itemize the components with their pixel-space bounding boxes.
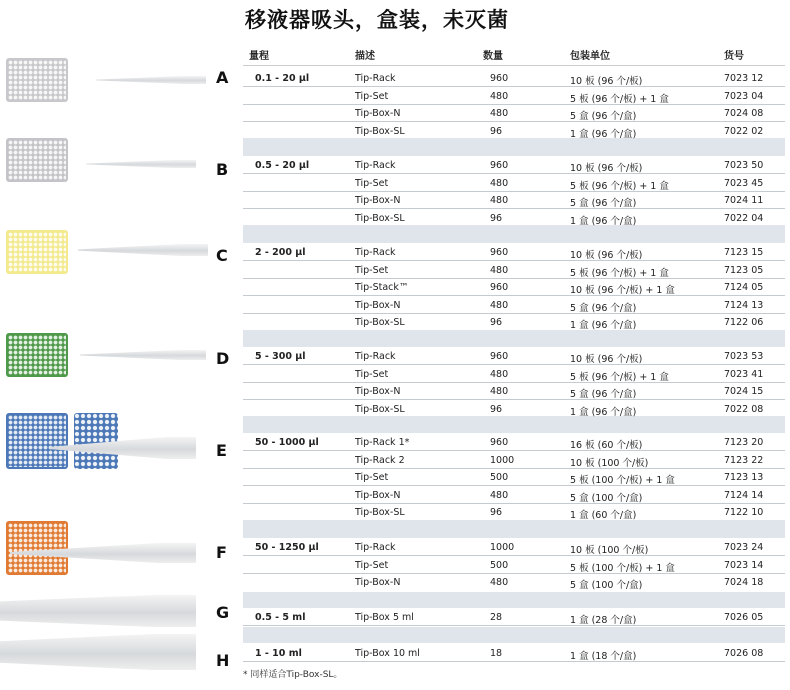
quantity-cell: 960 [490, 351, 509, 362]
table-header [243, 44, 785, 66]
table-row [243, 88, 785, 105]
pack-unit-cell: 5 板 (96 个/板) + 1 盒 [570, 93, 669, 105]
description-cell: Tip-Stack™ [355, 282, 409, 293]
description-cell: Tip-Set [355, 90, 389, 102]
description-cell: Tip-Box-N [355, 577, 401, 588]
tip-rack-a [6, 58, 68, 102]
quantity-cell: 96 [490, 125, 503, 137]
description-cell: Tip-Box-N [355, 108, 401, 119]
footnote: * 同样适合Tip-Box-SL。 [243, 670, 343, 680]
pipette-tip-d [80, 350, 206, 360]
description-cell: Tip-Set [355, 559, 389, 571]
table-row [243, 157, 785, 174]
catalog-number-cell: 7022 08 [724, 403, 764, 415]
tip-rack-e [6, 413, 68, 469]
table-row [243, 262, 785, 279]
quantity-cell: 480 [490, 90, 509, 102]
range-cell: 2 - 200 µl [255, 247, 306, 258]
table-row [243, 105, 785, 122]
pack-unit-cell: 5 盒 (96 个/盒) [570, 389, 637, 400]
pipette-tip-e [50, 437, 196, 459]
range-cell: 50 - 1250 µl [255, 542, 319, 553]
pack-unit-cell: 5 板 (96 个/板) + 1 盒 [570, 371, 669, 383]
quantity-cell: 500 [490, 559, 509, 571]
pack-unit-cell: 10 板 (96 个/板) [570, 354, 643, 365]
group-separator [243, 416, 785, 433]
description-cell: Tip-Rack [355, 160, 396, 171]
tip-rack-f [6, 521, 68, 575]
description-cell: Tip-Box-SL [355, 125, 405, 137]
range-cell: 1 - 10 ml [255, 648, 302, 659]
quantity-cell: 480 [490, 177, 509, 189]
catalog-number-cell: 7022 02 [724, 125, 764, 137]
pack-unit-cell: 1 盒 (96 个/盒) [570, 406, 637, 418]
catalog-number-cell: 7124 14 [724, 489, 764, 501]
pipette-tip-g [0, 595, 196, 627]
quantity-cell: 960 [490, 73, 509, 84]
catalog-number-cell: 7122 06 [724, 317, 764, 328]
description-cell: Tip-Box-SL [355, 212, 405, 224]
pack-unit-cell: 10 板 (100 个/板) [570, 545, 649, 556]
quantity-cell: 960 [490, 160, 509, 171]
description-cell: Tip-Rack 2 [355, 454, 405, 466]
pack-unit-cell: 1 盒 (28 个/盒) [570, 615, 637, 626]
catalog-number-cell: 7022 04 [724, 212, 764, 224]
description-cell: Tip-Box-SL [355, 403, 405, 415]
pack-unit-cell: 1 盒 (96 个/盒) [570, 128, 637, 140]
catalog-number-cell: 7024 18 [724, 577, 764, 588]
table-row [243, 244, 785, 261]
quantity-cell: 480 [490, 386, 509, 397]
description-cell: Tip-Box 10 ml [355, 648, 420, 659]
quantity-cell: 480 [490, 195, 509, 206]
description-cell: Tip-Box 5 ml [355, 612, 414, 623]
table-row [243, 297, 785, 314]
tip-rack-e-second [74, 413, 118, 469]
product-letter-e: E [216, 441, 227, 460]
range-cell: 0.5 - 20 µl [255, 160, 310, 171]
pack-unit-cell: 5 板 (96 个/板) + 1 盒 [570, 180, 669, 192]
table-row [243, 383, 785, 400]
description-cell: Tip-Rack 1* [355, 437, 410, 448]
quantity-cell: 28 [490, 612, 503, 623]
description-cell: Tip-Set [355, 472, 389, 483]
range-cell: 0.1 - 20 µl [255, 73, 310, 84]
description-cell: Tip-Set [355, 368, 389, 380]
quantity-cell: 480 [490, 299, 509, 311]
pack-unit-cell: 1 盒 (18 个/盒) [570, 651, 637, 662]
pack-unit-cell: 10 板 (96 个/板) [570, 163, 643, 174]
pipette-tip-b [86, 160, 196, 168]
quantity-cell: 1000 [490, 454, 515, 466]
table-row [243, 609, 785, 626]
description-cell: Tip-Set [355, 264, 389, 276]
catalog-number-cell: 7026 08 [724, 648, 764, 659]
header-range: 量程 [249, 51, 269, 62]
pack-unit-cell: 1 盒 (96 个/盒) [570, 320, 637, 331]
pack-unit-cell: 5 板 (100 个/板) + 1 盒 [570, 562, 675, 574]
description-cell: Tip-Box-N [355, 386, 401, 397]
pipette-tip-h [0, 634, 196, 670]
pack-unit-cell: 5 板 (100 个/板) + 1 盒 [570, 475, 675, 486]
quantity-cell: 96 [490, 507, 503, 518]
quantity-cell: 18 [490, 648, 503, 659]
pack-unit-cell: 1 盒 (60 个/盒) [570, 510, 637, 521]
quantity-cell: 96 [490, 317, 503, 328]
range-cell: 0.5 - 5 ml [255, 612, 306, 623]
table-row [243, 434, 785, 451]
table-row [243, 574, 785, 591]
pipette-tip-a [96, 76, 206, 84]
pack-unit-cell: 5 盒 (100 个/盒) [570, 492, 643, 504]
pack-unit-cell: 5 盒 (96 个/盒) [570, 198, 637, 209]
pack-unit-cell: 10 板 (96 个/板) + 1 盒 [570, 285, 675, 296]
pack-unit-cell: 5 盒 (96 个/盒) [570, 111, 637, 122]
catalog-number-cell: 7023 50 [724, 160, 764, 171]
header-qty: 数量 [483, 51, 503, 62]
catalog-number-cell: 7123 05 [724, 264, 764, 276]
pipette-tip-c [78, 244, 208, 256]
description-cell: Tip-Box-N [355, 489, 401, 501]
table-row [243, 557, 785, 574]
header-unit: 包装单位 [570, 51, 610, 62]
table-row [243, 210, 785, 227]
table-row [243, 539, 785, 556]
group-separator [243, 592, 785, 608]
page-title: 移液器吸头，盒装，未灭菌 [245, 8, 509, 32]
table-row [243, 279, 785, 296]
table-row [243, 487, 785, 504]
tip-rack-b [6, 138, 68, 182]
tip-rack-c [6, 230, 68, 274]
pack-unit-cell: 5 盒 (96 个/盒) [570, 302, 637, 314]
product-letter-a: A [216, 68, 229, 87]
catalog-number-cell: 7122 10 [724, 507, 764, 518]
table-row [243, 469, 785, 486]
quantity-cell: 960 [490, 437, 509, 448]
quantity-cell: 1000 [490, 542, 515, 553]
table-row [243, 123, 785, 140]
quantity-cell: 96 [490, 403, 503, 415]
table-row [243, 504, 785, 521]
quantity-cell: 480 [490, 108, 509, 119]
description-cell: Tip-Box-SL [355, 507, 405, 518]
catalog-number-cell: 7024 08 [724, 108, 764, 119]
tip-rack-d [6, 333, 68, 377]
catalog-number-cell: 7023 24 [724, 542, 764, 553]
group-separator [243, 520, 785, 538]
table-row [243, 452, 785, 469]
group-separator [243, 225, 785, 243]
catalog-number-cell: 7023 04 [724, 90, 764, 102]
pack-unit-cell: 5 盒 (100 个/盒) [570, 580, 643, 591]
product-letter-f: F [216, 543, 227, 562]
table-row [243, 401, 785, 418]
quantity-cell: 960 [490, 282, 509, 293]
product-letter-g: G [216, 603, 230, 622]
product-letter-c: C [216, 246, 228, 265]
description-cell: Tip-Rack [355, 351, 396, 362]
quantity-cell: 480 [490, 368, 509, 380]
quantity-cell: 480 [490, 577, 509, 588]
quantity-cell: 500 [490, 472, 509, 483]
pack-unit-cell: 16 板 (60 个/板) [570, 440, 643, 451]
range-cell: 5 - 300 µl [255, 351, 306, 362]
catalog-number-cell: 7023 14 [724, 559, 764, 571]
pack-unit-cell: 10 板 (100 个/板) [570, 457, 649, 469]
group-separator [243, 330, 785, 347]
description-cell: Tip-Box-SL [355, 317, 405, 328]
table-row [243, 645, 785, 662]
pack-unit-cell: 5 板 (96 个/板) + 1 盒 [570, 267, 669, 279]
quantity-cell: 960 [490, 247, 509, 258]
catalog-number-cell: 7124 05 [724, 282, 764, 293]
quantity-cell: 96 [490, 212, 503, 224]
header-cat: 货号 [724, 51, 744, 62]
group-separator [243, 138, 785, 156]
quantity-cell: 480 [490, 489, 509, 501]
product-letter-h: H [216, 651, 230, 670]
description-cell: Tip-Box-N [355, 195, 401, 206]
header-desc: 描述 [355, 51, 375, 62]
catalog-number-cell: 7023 45 [724, 177, 764, 189]
catalog-number-cell: 7123 13 [724, 472, 764, 483]
catalog-number-cell: 7023 12 [724, 73, 764, 84]
description-cell: Tip-Rack [355, 247, 396, 258]
product-letter-b: B [216, 160, 229, 179]
catalog-number-cell: 7123 22 [724, 454, 764, 466]
catalog-number-cell: 7023 41 [724, 368, 764, 380]
table-row [243, 314, 785, 331]
catalog-number-cell: 7024 15 [724, 386, 764, 397]
pack-unit-cell: 10 板 (96 个/板) [570, 76, 643, 87]
table-row [243, 175, 785, 192]
catalog-number-cell: 7023 53 [724, 351, 764, 362]
quantity-cell: 480 [490, 264, 509, 276]
range-cell: 50 - 1000 µl [255, 437, 319, 448]
pack-unit-cell: 10 板 (96 个/板) [570, 250, 643, 261]
catalog-number-cell: 7123 15 [724, 247, 764, 258]
catalog-number-cell: 7026 05 [724, 612, 764, 623]
pack-unit-cell: 1 盒 (96 个/盒) [570, 215, 637, 227]
description-cell: Tip-Set [355, 177, 389, 189]
table-row [243, 70, 785, 87]
table-row [243, 348, 785, 365]
catalog-number-cell: 7124 13 [724, 299, 764, 311]
catalog-number-cell: 7123 20 [724, 437, 764, 448]
description-cell: Tip-Box-N [355, 299, 401, 311]
table-row [243, 192, 785, 209]
description-cell: Tip-Rack [355, 542, 396, 553]
group-separator [243, 627, 785, 643]
product-letter-d: D [216, 349, 230, 368]
table-row [243, 366, 785, 383]
description-cell: Tip-Rack [355, 73, 396, 84]
catalog-number-cell: 7024 11 [724, 195, 764, 206]
